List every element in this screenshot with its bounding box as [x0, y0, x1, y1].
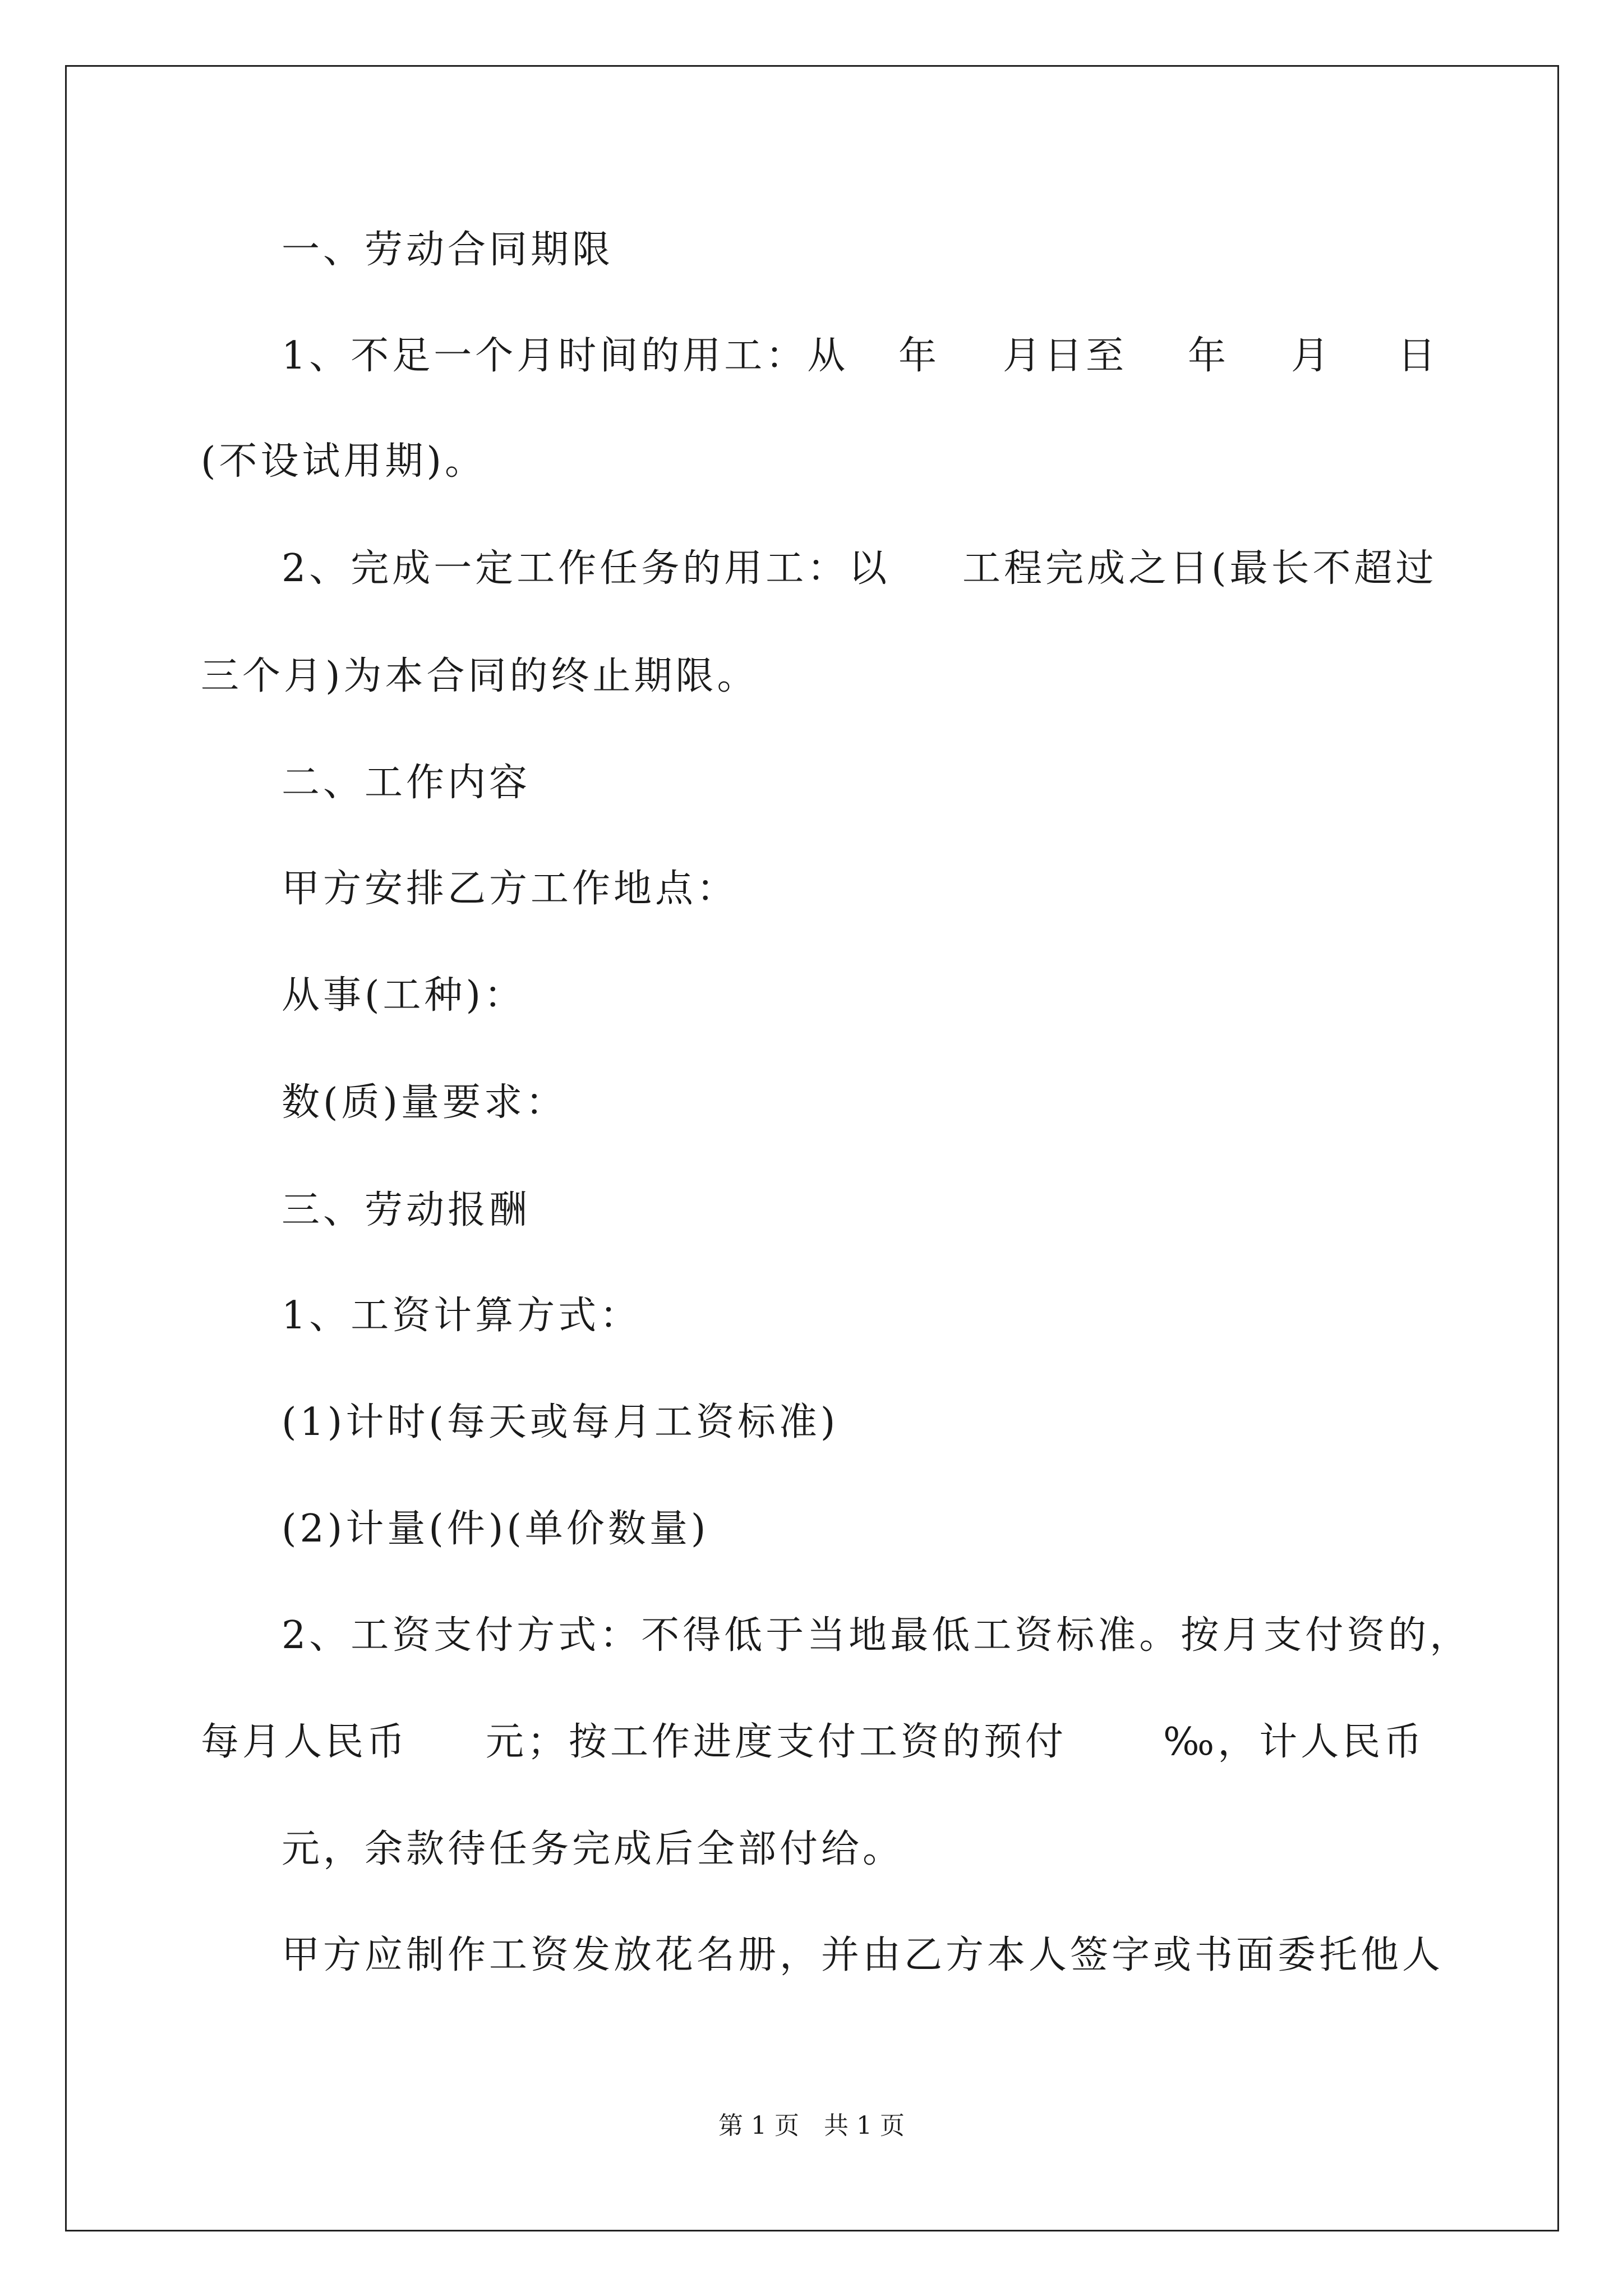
clause-1-continuation: (不设试用期)。	[201, 439, 487, 484]
clause-1-day-2: 日	[1398, 334, 1440, 378]
balance-payment-line: 元，余款待任务完成后全部付给。	[282, 1827, 905, 1871]
hourly-wage-line: (1)计时(每天或每月工资标准)	[282, 1400, 839, 1444]
clause-2-completion: 工程完成之日(最长不超过	[962, 546, 1437, 591]
monthly-rmb-label: 每月人民币	[201, 1720, 409, 1764]
page-border	[65, 65, 1559, 2231]
work-location-line: 甲方安排乙方工作地点：	[282, 867, 739, 911]
page-number-footer: 第 1 页 共 1 页	[718, 2111, 905, 2140]
section-heading-work-content: 二、工作内容	[282, 761, 531, 805]
clause-2-continuation: 三个月)为本合同的终止期限。	[201, 654, 759, 698]
clause-1-year-1: 年	[898, 334, 940, 378]
clause-2-text: 2、完成一定工作任务的用工：以	[282, 546, 891, 591]
payroll-roster-line: 甲方应制作工资发放花名册，并由乙方本人签字或书面委托他人	[282, 1933, 1444, 1977]
clause-1-text: 1、不足一个月时间的用工：从	[282, 334, 849, 378]
section-heading-contract-term: 一、劳动合同期限	[282, 228, 614, 272]
progress-payment-text: 元；按工作进度支付工资的预付	[486, 1720, 1067, 1764]
clause-1-month-2: 月	[1291, 334, 1333, 378]
piece-rate-line: (2)计量(件)(单价数量)	[282, 1507, 709, 1551]
section-heading-remuneration: 三、劳动报酬	[282, 1188, 531, 1232]
work-type-line: 从事(工种)：	[282, 973, 526, 1018]
quality-requirement-line: 数(质)量要求：	[282, 1080, 568, 1125]
clause-1-year-2: 年	[1188, 334, 1230, 378]
clause-1-month-day-to: 月日至	[1003, 334, 1128, 378]
permille-rmb-text: ‰，计人民币	[1163, 1720, 1426, 1764]
wage-calculation-line: 1、工资计算方式：	[282, 1294, 642, 1338]
wage-payment-line: 2、工资支付方式：不得低于当地最低工资标准。按月支付资的，	[282, 1613, 1472, 1658]
